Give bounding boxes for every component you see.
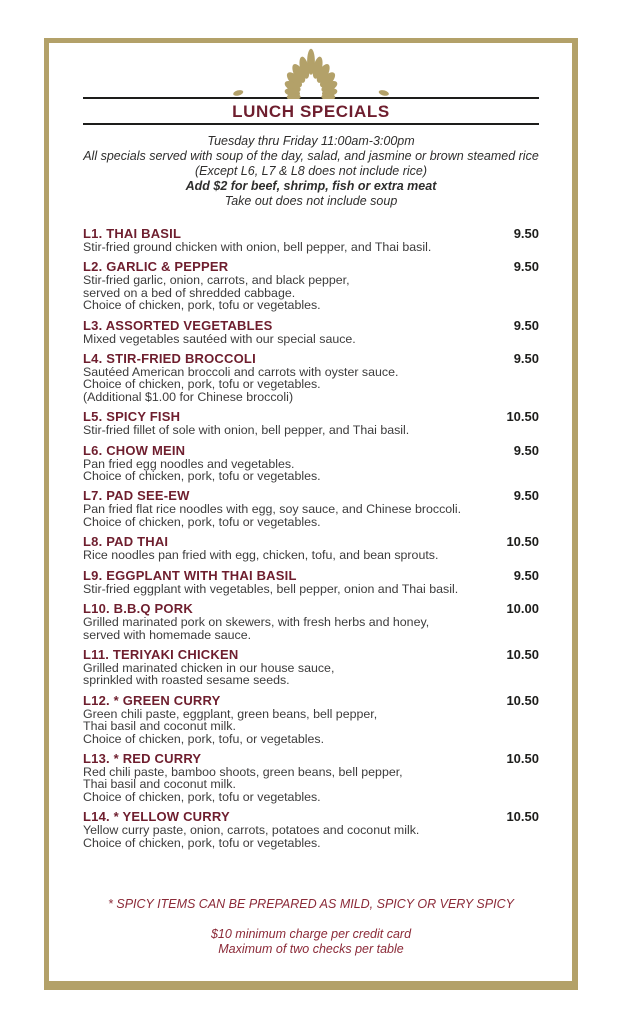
item-desc-line: Choice of chicken, pork, tofu or vegetables.	[83, 298, 321, 313]
item-desc-line: Stir-fried fillet of sole with onion, bell pepper, and Thai basil.	[83, 423, 410, 438]
item-desc	[83, 241, 539, 253]
item-desc	[83, 503, 539, 528]
menu-item-head	[83, 226, 539, 241]
menu-item-head	[83, 693, 539, 708]
menu-item	[83, 568, 539, 595]
item-price: 9.50	[513, 351, 539, 367]
item-desc	[83, 274, 539, 311]
item-name: L8. PAD THAI	[83, 534, 169, 550]
item-name: L12. * GREEN CURRY	[83, 692, 221, 708]
item-price: 10.00	[506, 601, 539, 617]
item-desc-line: Yellow curry paste, onion, carrots, potatoes and coconut milk.	[83, 823, 420, 838]
menu-page	[49, 43, 572, 957]
menu-item-head	[83, 534, 539, 549]
menu-item	[83, 226, 539, 253]
item-price: 10.50	[506, 692, 539, 708]
item-name: L2. GARLIC & PEPPER	[83, 259, 229, 275]
menu-item-head	[83, 751, 539, 766]
item-desc-line: Grilled marinated pork on skewers, with fresh herbs and honey,	[83, 615, 430, 630]
menu-items	[83, 226, 539, 849]
item-price: 10.50	[506, 409, 539, 425]
title-block	[83, 97, 539, 125]
item-desc-line: Pan fried egg noodles and vegetables.	[83, 456, 295, 471]
item-desc-line: Mixed vegetables sautéed with our special sauce.	[83, 331, 356, 346]
item-desc-line: Grilled marinated chicken in our house sauce,	[83, 660, 335, 675]
menu-item	[83, 751, 539, 803]
spicy-note: * SPICY ITEMS CAN BE PREPARED AS MILD, SPICY OR VERY SPICY	[108, 896, 514, 911]
item-desc-line: Red chili paste, bamboo shoots, green beans, bell pepper,	[83, 764, 403, 779]
item-desc-line: Choice of chicken, pork, tofu or vegetables.	[83, 789, 321, 804]
item-desc	[83, 662, 539, 687]
menu-item-head	[83, 809, 539, 824]
schedule-note: Tuesday thru Friday 11:00am-3:00pm	[207, 134, 415, 148]
item-name: L5. SPICY FISH	[83, 409, 181, 425]
item-name: L7. PAD SEE-EW	[83, 488, 190, 504]
menu-item	[83, 809, 539, 849]
item-name: L9. EGGPLANT WITH THAI BASIL	[83, 567, 297, 583]
leaf-ornament-icon	[215, 47, 407, 99]
menu-item-head	[83, 568, 539, 583]
item-name: L14. * YELLOW CURRY	[83, 809, 230, 825]
item-desc-line: Rice noodles pan fried with egg, chicken, tofu, and bean sprouts.	[83, 548, 439, 563]
item-desc-line: Thai basil and coconut milk.	[83, 719, 236, 734]
item-price: 9.50	[513, 488, 539, 504]
menu-item	[83, 488, 539, 528]
menu-item	[83, 351, 539, 403]
menu-item-head	[83, 318, 539, 333]
item-desc-line: Choice of chicken, pork, tofu or vegetables.	[83, 377, 321, 392]
item-name: L10. B.B.Q PORK	[83, 601, 193, 617]
menu-item	[83, 693, 539, 745]
item-desc-line: served on a bed of shredded cabbage.	[83, 285, 296, 300]
item-name: L1. THAI BASIL	[83, 226, 182, 241]
menu-item-head	[83, 443, 539, 458]
menu-item-head	[83, 601, 539, 616]
header-notes	[83, 134, 539, 209]
item-desc	[83, 766, 539, 803]
item-desc	[83, 549, 539, 561]
rice-exception-note: (Except L6, L7 & L8 does not include rice)	[194, 164, 428, 178]
item-desc-line: Stir-fried ground chicken with onion, bell pepper, and Thai basil.	[83, 240, 432, 254]
menu-item-head	[83, 409, 539, 424]
item-name: L6. CHOW MEIN	[83, 442, 186, 458]
item-desc-line: Choice of chicken, pork, tofu or vegetables.	[83, 835, 321, 850]
item-desc-line: sprinkled with roasted sesame seeds.	[83, 673, 290, 688]
menu-item-head	[83, 488, 539, 503]
item-name: L4. STIR-FRIED BROCCOLI	[83, 351, 256, 367]
item-desc	[83, 824, 539, 849]
item-desc-line: Stir-fried eggplant with vegetables, bell pepper, onion and Thai basil.	[83, 581, 459, 596]
item-price: 9.50	[513, 317, 539, 333]
item-desc-line: (Additional $1.00 for Chinese broccoli)	[83, 389, 294, 404]
max-checks-note: Maximum of two checks per table	[218, 941, 404, 956]
menu-frame	[44, 38, 578, 990]
item-price: 9.50	[513, 259, 539, 275]
item-desc	[83, 424, 539, 436]
item-desc	[83, 366, 539, 403]
menu-item-head	[83, 647, 539, 662]
item-price: 9.50	[513, 442, 539, 458]
item-desc-line: Choice of chicken, pork, tofu or vegetables.	[83, 514, 321, 529]
item-desc	[83, 583, 539, 595]
included-note: All specials served with soup of the day, salad, and jasmine or brown steamed rice	[83, 149, 539, 163]
item-desc-line: Green chili paste, eggplant, green beans, bell pepper,	[83, 706, 378, 721]
footer-notes	[83, 897, 539, 957]
menu-item	[83, 259, 539, 311]
page-title: LUNCH SPECIALS	[232, 102, 390, 121]
item-desc-line: Pan fried flat rice noodles with egg, soy sauce, and Chinese broccoli.	[83, 502, 462, 517]
menu-item	[83, 534, 539, 561]
item-price: 9.50	[513, 567, 539, 583]
takeout-note: Take out does not include soup	[224, 194, 398, 208]
item-desc-line: Sautéed American broccoli and carrots with oyster sauce.	[83, 365, 399, 380]
item-name: L13. * RED CURRY	[83, 750, 202, 766]
menu-item-head	[83, 351, 539, 366]
item-price: 10.50	[506, 750, 539, 766]
item-price: 10.50	[506, 534, 539, 550]
item-desc-line: Choice of chicken, pork, tofu or vegetables.	[83, 469, 321, 484]
item-desc-line: Choice of chicken, pork, tofu, or vegetables.	[83, 731, 325, 746]
menu-item-head	[83, 259, 539, 274]
extra-meat-note: Add $2 for beef, shrimp, fish or extra meat	[185, 179, 437, 193]
menu-item	[83, 601, 539, 641]
item-desc	[83, 458, 539, 483]
item-name: L3. ASSORTED VEGETABLES	[83, 317, 273, 333]
item-desc-line: served with homemade sauce.	[83, 627, 252, 642]
item-desc	[83, 333, 539, 345]
credit-card-note: $10 minimum charge per credit card	[210, 926, 412, 941]
item-price: 9.50	[513, 226, 539, 241]
item-name: L11. TERIYAKI CHICKEN	[83, 646, 239, 662]
item-price: 10.50	[506, 646, 539, 662]
item-desc-line: Thai basil and coconut milk.	[83, 777, 236, 792]
item-price: 10.50	[506, 809, 539, 825]
item-desc-line: Stir-fried garlic, onion, carrots, and black pepper,	[83, 273, 350, 288]
item-desc	[83, 616, 539, 641]
menu-item	[83, 443, 539, 483]
item-desc	[83, 708, 539, 745]
menu-item	[83, 409, 539, 436]
menu-item	[83, 647, 539, 687]
menu-item	[83, 318, 539, 345]
